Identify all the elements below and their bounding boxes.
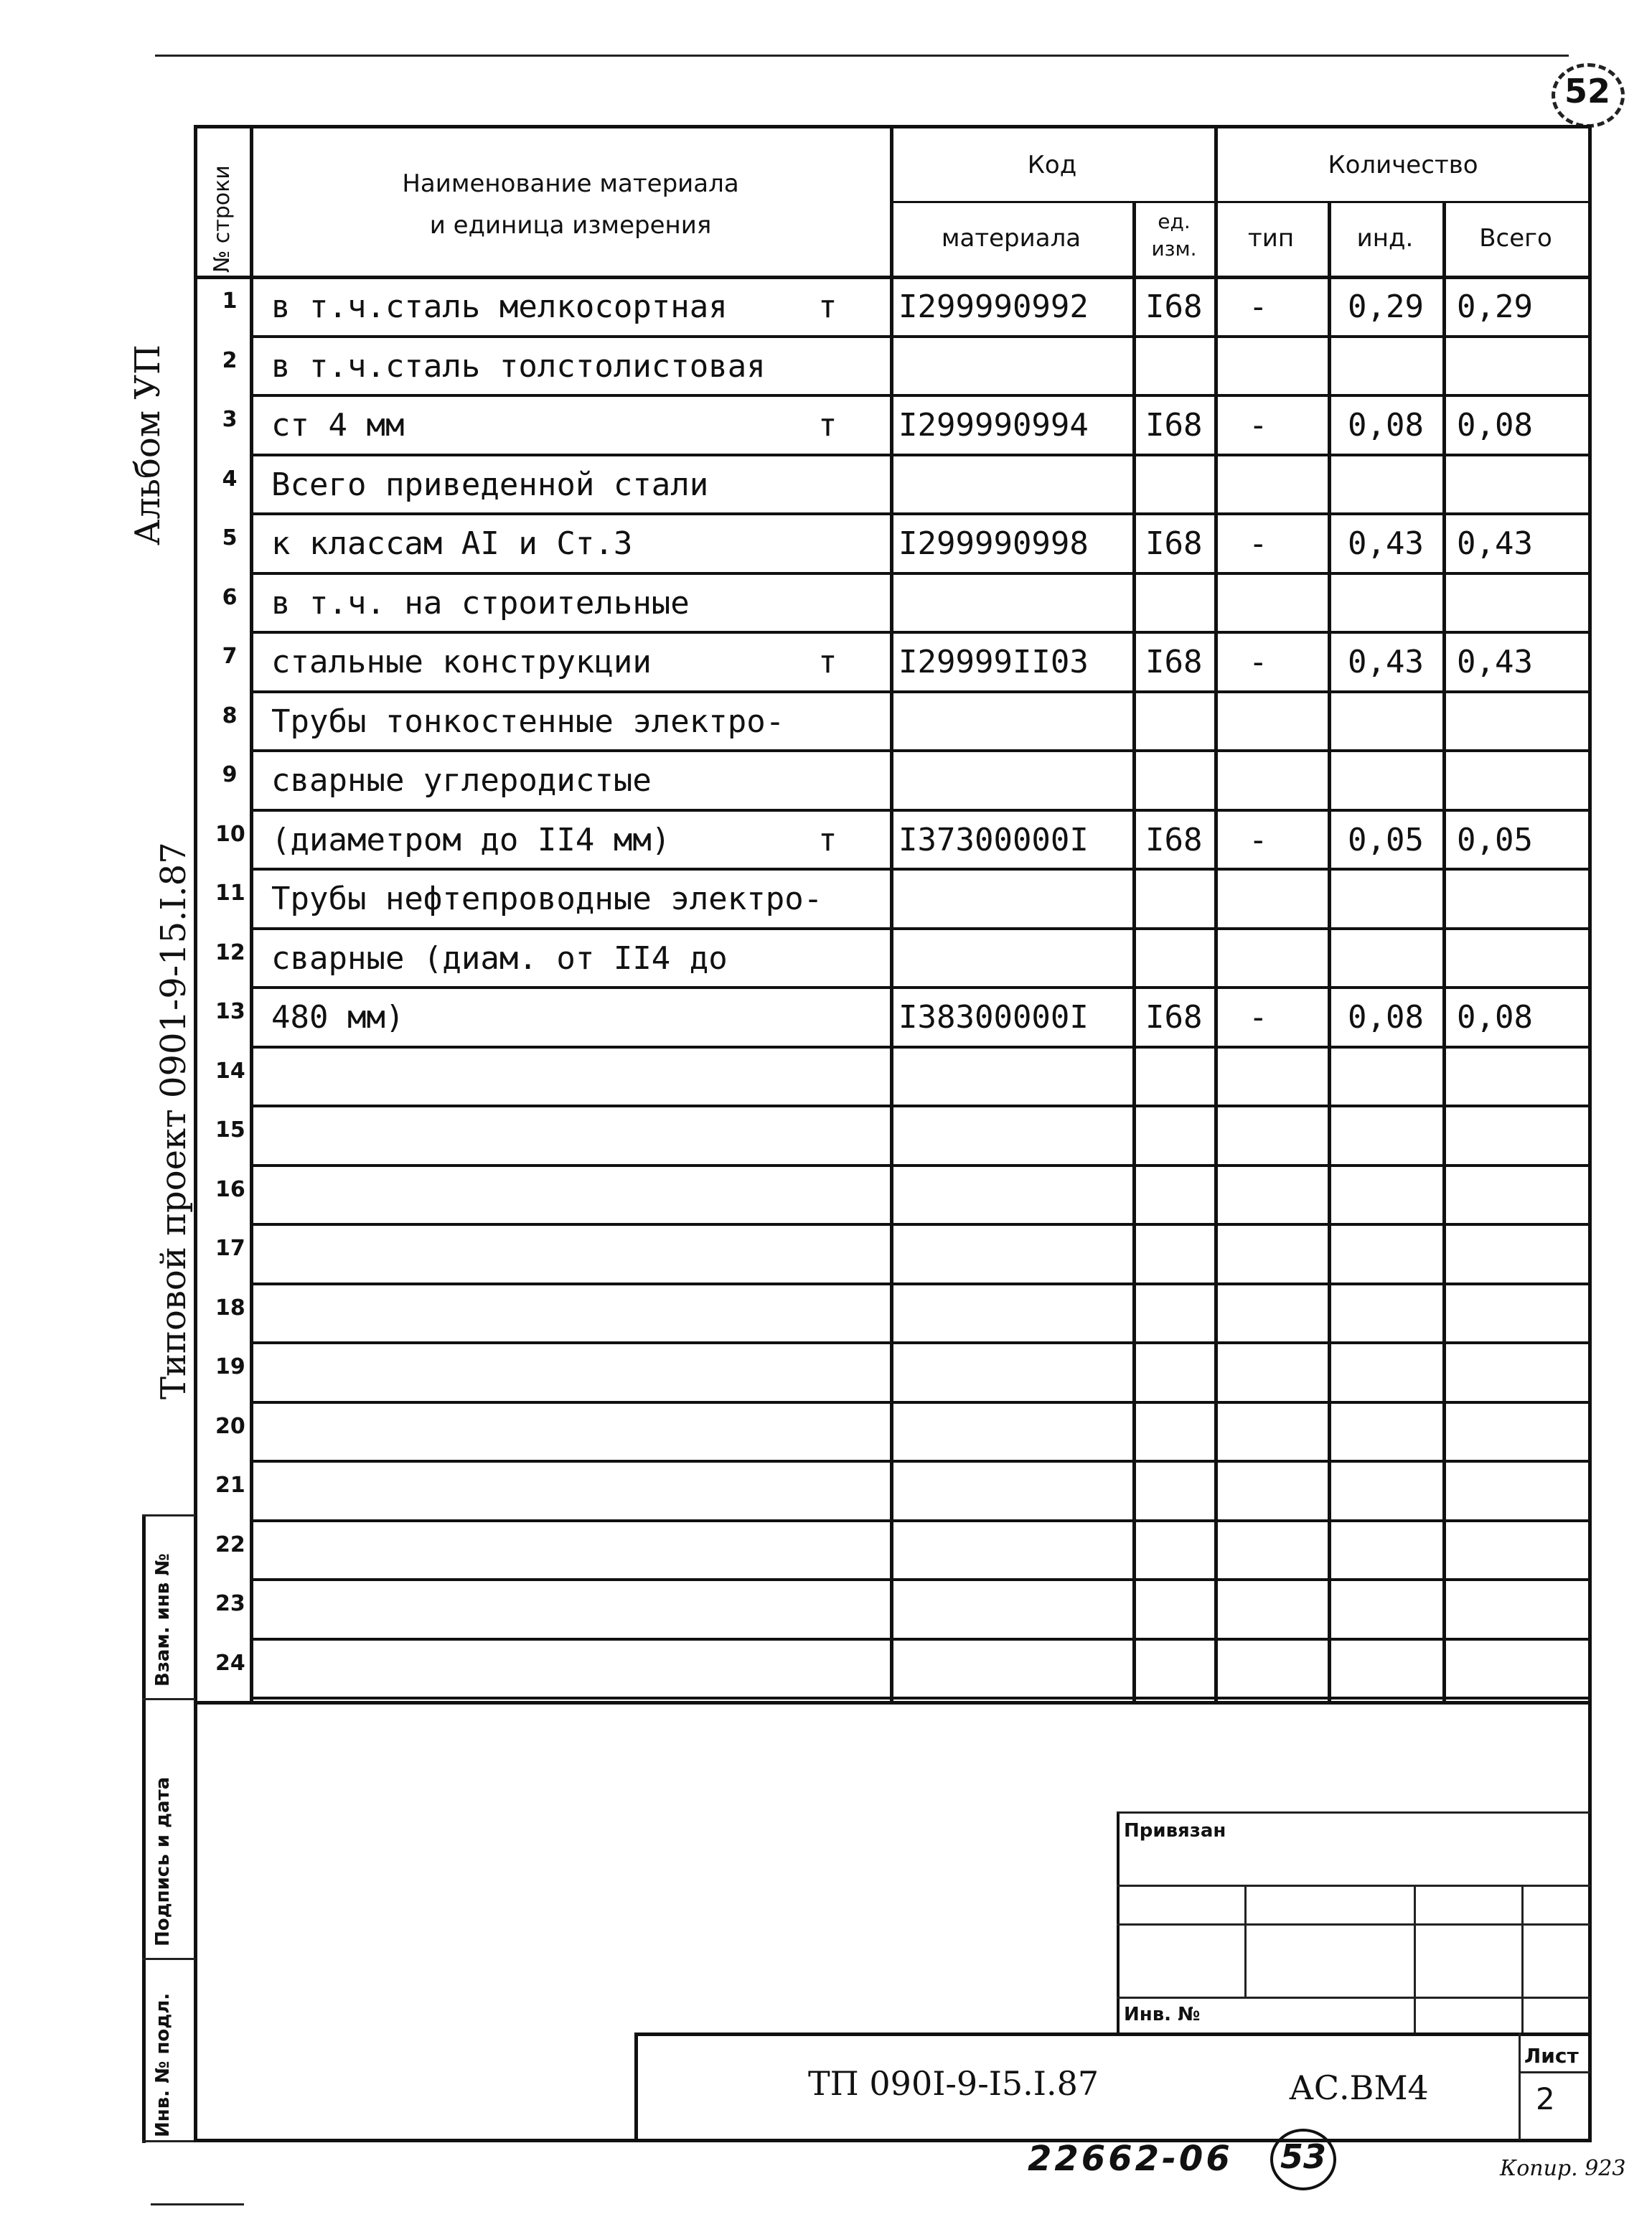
- material-code: I38300000I: [898, 999, 1089, 1036]
- material-name: Трубы нефтепроводные электро-: [271, 881, 823, 917]
- row-divider: [250, 631, 1589, 634]
- header-code: Код: [1027, 151, 1077, 179]
- qty-type: -: [1249, 289, 1268, 325]
- project-label: Типовой проект 0901-9-15.I.87: [154, 842, 194, 1400]
- row-divider: [250, 335, 1589, 338]
- stamp-podpis-data: Подпись и дата: [152, 1776, 174, 1946]
- unit-mark: т: [818, 289, 837, 325]
- row-number: 22: [215, 1532, 245, 1557]
- qty-type: -: [1249, 999, 1268, 1036]
- row-number: 13: [215, 999, 245, 1024]
- row-divider: [250, 1460, 1589, 1463]
- header-unit-line1: ед.: [1158, 210, 1191, 233]
- material-name: ст 4 мм: [271, 407, 405, 444]
- unit-mark: т: [818, 644, 837, 680]
- row-divider: [250, 749, 1589, 752]
- row-divider: [250, 572, 1589, 575]
- row-number: 4: [222, 467, 238, 492]
- material-name: в т.ч.сталь мелкосортная: [271, 289, 728, 325]
- unit-mark: т: [818, 822, 837, 858]
- material-name: в т.ч. на строительные: [271, 585, 690, 622]
- row-divider: [250, 1519, 1589, 1522]
- qty-ind: 0,29: [1348, 289, 1424, 325]
- header-qty-type: тип: [1247, 224, 1295, 253]
- footer-number: 22662-06: [1028, 2139, 1233, 2179]
- header-unit-line2: изм.: [1151, 237, 1197, 261]
- header-code-material: материала: [941, 224, 1081, 253]
- row-number: 24: [215, 1651, 245, 1676]
- row-number: 5: [222, 525, 238, 550]
- row-divider: [250, 1341, 1589, 1344]
- row-divider: [250, 394, 1589, 397]
- row-number: 12: [215, 940, 245, 965]
- material-code: I299990998: [898, 525, 1089, 562]
- row-divider: [250, 1223, 1589, 1226]
- sheet-code: АС.ВМ4: [1289, 2068, 1429, 2107]
- row-divider: [250, 1638, 1589, 1641]
- row-number: 16: [215, 1177, 245, 1202]
- qty-ind: 0,05: [1348, 822, 1424, 858]
- row-divider: [250, 986, 1589, 989]
- row-number: 7: [222, 644, 238, 669]
- row-divider: [250, 809, 1589, 812]
- row-number: 11: [215, 881, 245, 906]
- row-number: 2: [222, 348, 238, 373]
- row-number: 19: [215, 1354, 245, 1379]
- album-label: Альбом УП: [128, 344, 168, 545]
- row-divider: [250, 868, 1589, 871]
- qty-total: 0,08: [1457, 999, 1533, 1036]
- row-divider: [250, 1164, 1589, 1167]
- row-divider: [250, 1283, 1589, 1285]
- unit-code: I68: [1145, 407, 1203, 444]
- row-number: 9: [222, 762, 238, 787]
- qty-ind: 0,08: [1348, 407, 1424, 444]
- row-number: 14: [215, 1059, 245, 1084]
- qty-total: 0,08: [1457, 407, 1533, 444]
- material-name: (диаметром до II4 мм): [271, 822, 671, 858]
- material-name: к классам AI и Ст.3: [271, 525, 633, 562]
- row-number: 21: [215, 1473, 245, 1498]
- header-row-number: № строки: [210, 165, 235, 273]
- row-divider: [250, 1697, 1589, 1699]
- row-divider: [250, 1578, 1589, 1581]
- header-name-line2: и единица измерения: [429, 211, 712, 240]
- page-number: 52: [1564, 72, 1610, 111]
- row-divider: [250, 1046, 1589, 1049]
- unit-code: I68: [1145, 289, 1203, 325]
- row-number: 10: [215, 822, 245, 847]
- header-name-line1: Наименование материала: [402, 169, 739, 198]
- unit-mark: т: [818, 407, 837, 444]
- header-qty-ind: инд.: [1356, 224, 1414, 253]
- row-number: 3: [222, 407, 238, 432]
- row-number: 15: [215, 1117, 245, 1143]
- row-divider: [250, 454, 1589, 456]
- sheet-number: 2: [1536, 2081, 1555, 2116]
- qty-ind: 0,08: [1348, 999, 1424, 1036]
- qty-ind: 0,43: [1348, 525, 1424, 562]
- qty-total: 0,05: [1457, 822, 1533, 858]
- footer-signature: Копир. 923: [1500, 2156, 1626, 2181]
- qty-type: -: [1249, 644, 1268, 680]
- header-qty-total: Всего: [1479, 224, 1552, 253]
- privyazan-label: Привязан: [1124, 1820, 1226, 1842]
- row-divider: [250, 512, 1589, 515]
- qty-ind: 0,43: [1348, 644, 1424, 680]
- footer-circled-number: 53: [1280, 2137, 1326, 2176]
- qty-type: -: [1249, 407, 1268, 444]
- material-name: стальные конструкции: [271, 644, 652, 680]
- material-name: Трубы тонкостенные электро-: [271, 703, 785, 740]
- material-code: I299990994: [898, 407, 1089, 444]
- material-name: Всего приведенной стали: [271, 467, 709, 503]
- material-name: сварные (диам. от II4 до: [271, 940, 728, 977]
- qty-type: -: [1249, 525, 1268, 562]
- row-number: 17: [215, 1236, 245, 1261]
- qty-total: 0,43: [1457, 644, 1533, 680]
- material-code: I29999II03: [898, 644, 1089, 680]
- stamp-vzam-inv: Взам. инв №: [152, 1553, 174, 1687]
- material-code: I37300000I: [898, 822, 1089, 858]
- row-divider: [250, 927, 1589, 930]
- header-quantity: Количество: [1328, 151, 1478, 179]
- row-divider: [250, 1105, 1589, 1107]
- material-code: I299990992: [898, 289, 1089, 325]
- unit-code: I68: [1145, 525, 1203, 562]
- row-number: 23: [215, 1591, 245, 1616]
- qty-total: 0,29: [1457, 289, 1533, 325]
- sheet-label: Лист: [1524, 2044, 1579, 2068]
- unit-code: I68: [1145, 822, 1203, 858]
- row-number: 18: [215, 1295, 245, 1321]
- row-number: 8: [222, 703, 238, 728]
- unit-code: I68: [1145, 644, 1203, 680]
- row-number: 1: [222, 289, 238, 314]
- qty-total: 0,43: [1457, 525, 1533, 562]
- row-number: 6: [222, 585, 238, 610]
- material-name: 480 мм): [271, 999, 405, 1036]
- inv-no-label: Инв. №: [1124, 2004, 1201, 2025]
- row-number: 20: [215, 1414, 245, 1439]
- unit-code: I68: [1145, 999, 1203, 1036]
- stamp-inv-podl: Инв. № подл.: [152, 1992, 174, 2137]
- material-name: в т.ч.сталь толстолистовая: [271, 348, 766, 385]
- qty-type: -: [1249, 822, 1268, 858]
- row-divider: [250, 1401, 1589, 1404]
- document-code: ТП 090I-9-I5.I.87: [808, 2064, 1099, 2103]
- material-name: сварные углеродистые: [271, 762, 652, 799]
- row-divider: [250, 690, 1589, 693]
